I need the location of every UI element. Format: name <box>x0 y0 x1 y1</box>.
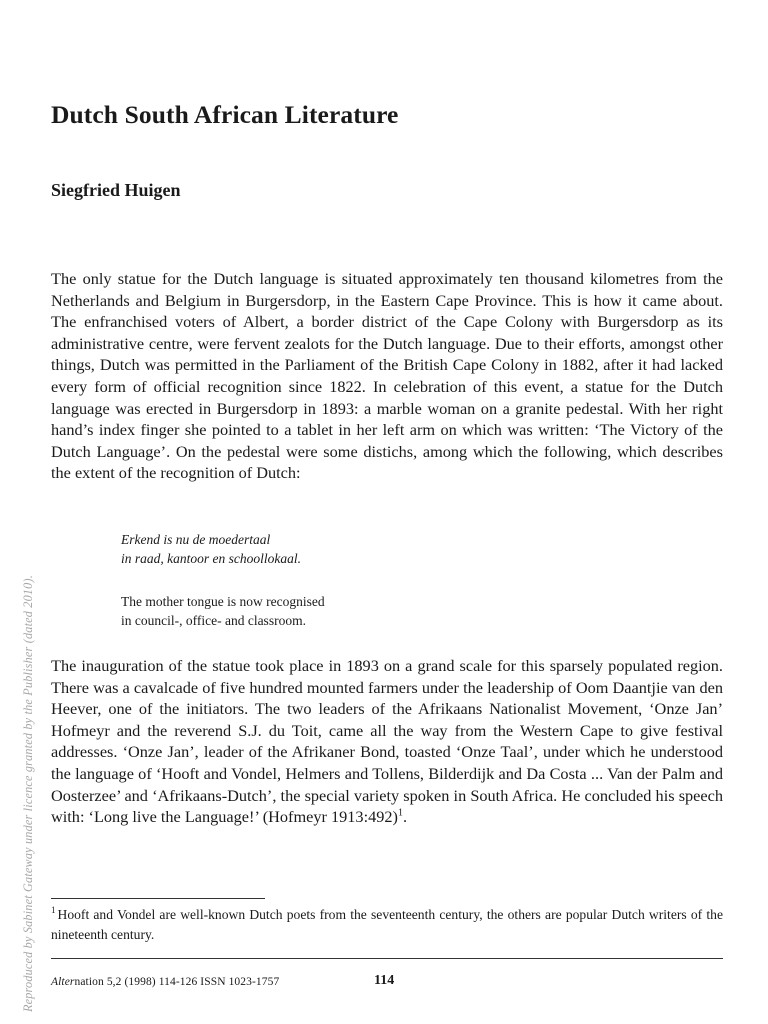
page-number: 114 <box>374 973 395 988</box>
quote-english-line-1: The mother tongue is now recognised <box>121 594 325 609</box>
footnote-reference[interactable]: 1 <box>397 807 403 819</box>
journal-citation <box>51 976 279 988</box>
quote-dutch <box>121 530 301 568</box>
quote-english-line-2: in council-, office- and classroom. <box>121 613 306 628</box>
licence-watermark: Reproduced by Sabinet Gateway under licence granted by the Publisher (dated 2010). <box>21 575 35 1012</box>
author-name: Siegfried Huigen <box>51 180 181 200</box>
footnote-text: Hooft and Vondel are well-known Dutch poets from the seventeenth century, the others are popular Dutch writers of the nineteenth century. <box>51 907 723 942</box>
journal-name: Alter <box>51 976 75 988</box>
footnote-marker: 1 <box>51 905 56 916</box>
footer-divider <box>51 958 723 959</box>
quote-dutch-line-1: Erkend is nu de moedertaal <box>121 532 271 547</box>
footnote-divider <box>51 898 265 899</box>
body-paragraph-1: The only statue for the Dutch language is situated approximately ten thousand kilometres from the Netherlands and Belgium in Burgersdorp, in the Eastern Cape Province. This is how it came about. The enfranchised voters of Albert, a border district of the Cape Colony with Burgersdorp as its administrative centre, were fervent zealots for the Dutch language. Due to their efforts, amongst other things, Dutch was permitted in the Parliament of the British Cape Colony in 1882, after it had lacked every form of official recognition since 1822. In celebration of this event, a statue for the Dutch language was erected in Burgersdorp in 1893: a marble woman on a granite pedestal. With her right hand’s index finger she pointed to a tablet in her left arm on which was written: ‘The Victory of the Dutch Language’. On the pedestal were some distichs, among which the following, which describes the extent of the recognition of Dutch: <box>51 269 723 483</box>
quote-english <box>121 592 325 630</box>
body-paragraph-2: The inauguration of the statue took place in 1893 on a grand scale for this sparsely populated region. There was a cavalcade of five hundred mounted farmers under the leadership of Oom Daantjie van den Heever, one of the initiators. The two leaders of the Afrikaans Nationalist Movement, ‘Onze Jan’ Hofmeyr and the reverend S.J. du Toit, came all the way from the Western Cape to give festival addresses. ‘Onze Jan’, leader of the Afrikaner Bond, toasted ‘Onze Taal’, under which he understood the language of ‘Hooft and Vondel, Helmers and Tollens, Bilderdijk and Da Costa ... Van der Palm and Oosterzee’ and ‘Afrikaans-Dutch’, the special variety spoken in South Africa. He concluded his speech with: ‘Long live the Language!’ (Hofmeyr 1913:492)$^1$. <box>51 656 723 827</box>
body-paragraph-2-text: The inauguration of the statue took place in 1893 on a grand scale for this sparsely populated region. There was a cavalcade of five hundred mounted farmers under the leadership of Oom Daantjie van den Heever, one of the initiators. The two leaders of the Afrikaans Nationalist Movement, ‘Onze Jan’ Hofmeyr and the reverend S.J. du Toit, came all the way from the Western Cape to give festival addresses. ‘Onze Jan’, leader of the Afrikaner Bond, toasted ‘Onze Taal’, under which he understood the language of ‘Hooft and Vondel, Helmers and Tollens, Bilderdijk and Da Costa ... Van der Palm and Oosterzee’ and ‘Afrikaans-Dutch’, the special variety spoken in South Africa. He concluded his speech with: ‘Long live the Language!’ (Hofmeyr 1913:492) <box>51 656 723 827</box>
journal-details: nation 5,2 (1998) 114-126 ISSN 1023-1757 <box>74 976 280 988</box>
quote-dutch-line-2: in raad, kantoor en schoollokaal. <box>121 551 301 566</box>
footnote <box>51 905 723 945</box>
article-title: Dutch South African Literature <box>51 100 399 129</box>
